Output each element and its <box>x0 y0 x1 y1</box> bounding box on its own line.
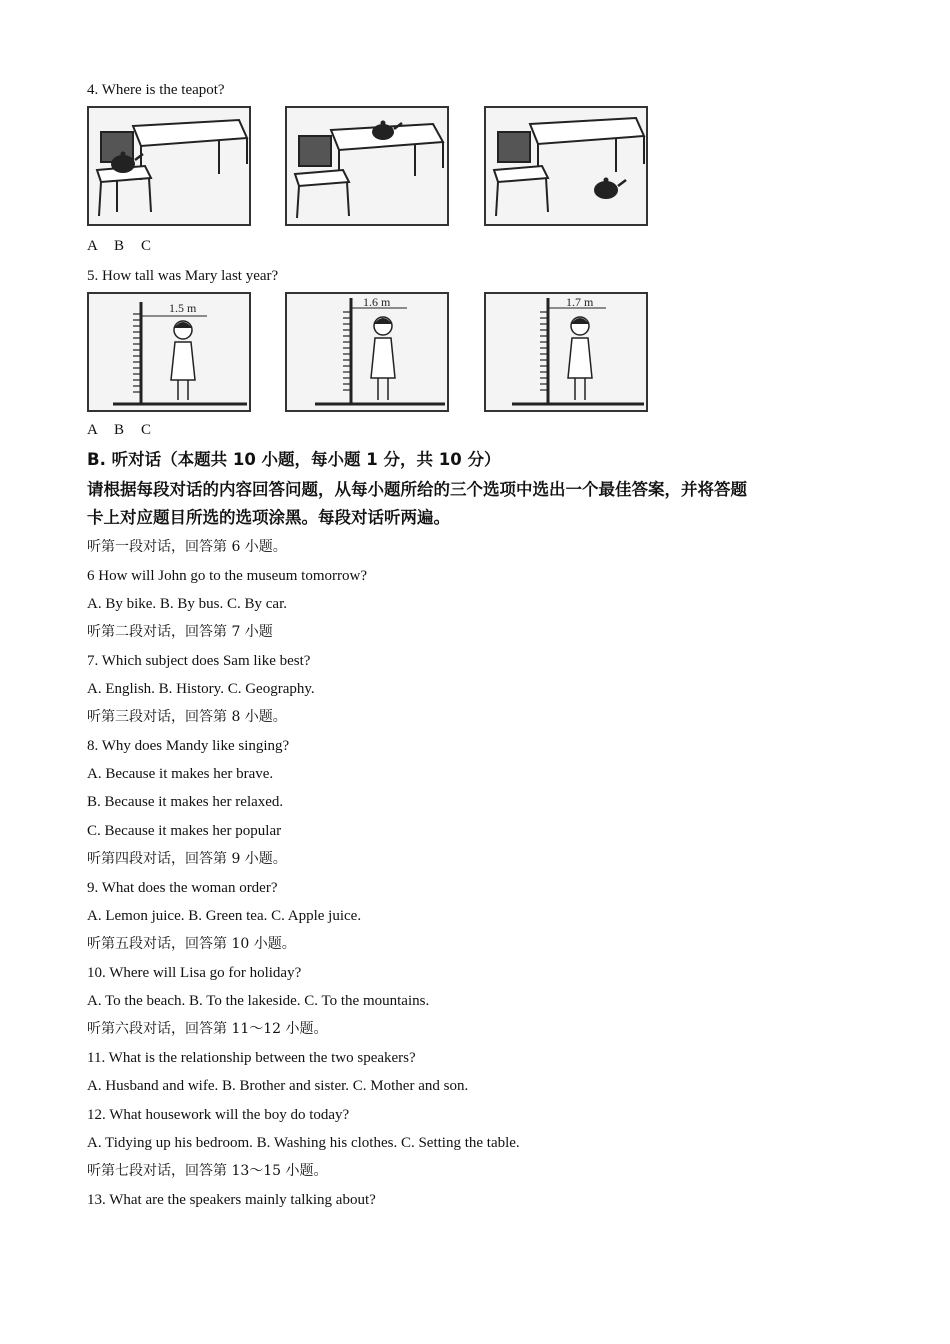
section-b-instruction-2: 卡上对应题目所选的选项涂黑。每段对话听两遍。 <box>87 508 450 527</box>
question-11: 11. What is the relationship between the two speakers? <box>87 1050 416 1066</box>
question-7: 7. Which subject does Sam like best? <box>87 653 311 669</box>
dialogue-6-note: 听第六段对话，回答第 11～12 小题。 <box>87 1021 328 1037</box>
dialogue-5-note: 听第五段对话，回答第 10 小题。 <box>87 936 296 952</box>
question-7-options: A. English. B. History. C. Geography. <box>87 681 315 697</box>
q5-option-a: A <box>87 422 98 438</box>
question-8-option-a: A. Because it makes her brave. <box>87 766 274 782</box>
section-b-title: B. 听对话（本题共 10 小题，每小题 1 分，共 10 分） <box>87 450 501 469</box>
question-8-option-c: C. Because it makes her popular <box>87 823 282 839</box>
dialogue-7-note: 听第七段对话，回答第 13～15 小题。 <box>87 1163 328 1179</box>
question-10-options: A. To the beach. B. To the lakeside. C. To the mountains. <box>87 993 430 1009</box>
q4-option-a: A <box>87 238 98 254</box>
q5-height-label-b: 1.6 m <box>363 295 391 309</box>
dialogue-1-note: 听第一段对话，回答第 6 小题。 <box>87 539 287 555</box>
question-10: 10. Where will Lisa go for holiday? <box>87 965 302 981</box>
q4-picture-a <box>87 106 251 226</box>
question-8: 8. Why does Mandy like singing? <box>87 738 290 754</box>
question-8-option-b: B. Because it makes her relaxed. <box>87 794 284 810</box>
q4-option-b: B <box>114 238 125 254</box>
question-5: 5. How tall was Mary last year? <box>87 268 279 284</box>
q5-picture-a <box>87 292 251 412</box>
dialogue-2-note: 听第二段对话，回答第 7 小题 <box>87 624 273 640</box>
q5-options <box>87 422 168 439</box>
q4-picture-b <box>285 106 449 226</box>
q5-picture-c <box>484 292 648 412</box>
question-6-options: A. By bike. B. By bus. C. By car. <box>87 596 288 612</box>
question-6: 6 How will John go to the museum tomorrow? <box>87 568 367 584</box>
question-12: 12. What housework will the boy do today? <box>87 1107 350 1123</box>
q5-option-b: B <box>114 422 125 438</box>
question-9-options: A. Lemon juice. B. Green tea. C. Apple juice. <box>87 908 362 924</box>
dialogue-4-note: 听第四段对话，回答第 9 小题。 <box>87 851 287 867</box>
question-11-options: A. Husband and wife. B. Brother and sister. C. Mother and son. <box>87 1078 469 1094</box>
question-13: 13. What are the speakers mainly talking about? <box>87 1192 376 1208</box>
q4-picture-c <box>484 106 648 226</box>
q5-height-label-c: 1.7 m <box>566 295 594 309</box>
q4-options <box>87 238 168 255</box>
q5-height-label-a: 1.5 m <box>169 301 197 315</box>
dialogue-3-note: 听第三段对话，回答第 8 小题。 <box>87 709 287 725</box>
question-12-options: A. Tidying up his bedroom. B. Washing his clothes. C. Setting the table. <box>87 1135 520 1151</box>
q5-option-c: C <box>141 422 152 438</box>
section-b-instruction-1: 请根据每段对话的内容回答问题，从每小题所给的三个选项中选出一个最佳答案，并将答题 <box>87 480 747 499</box>
question-9: 9. What does the woman order? <box>87 880 278 896</box>
q5-picture-b <box>285 292 449 412</box>
q4-option-c: C <box>141 238 152 254</box>
question-4: 4. Where is the teapot? <box>87 82 225 98</box>
